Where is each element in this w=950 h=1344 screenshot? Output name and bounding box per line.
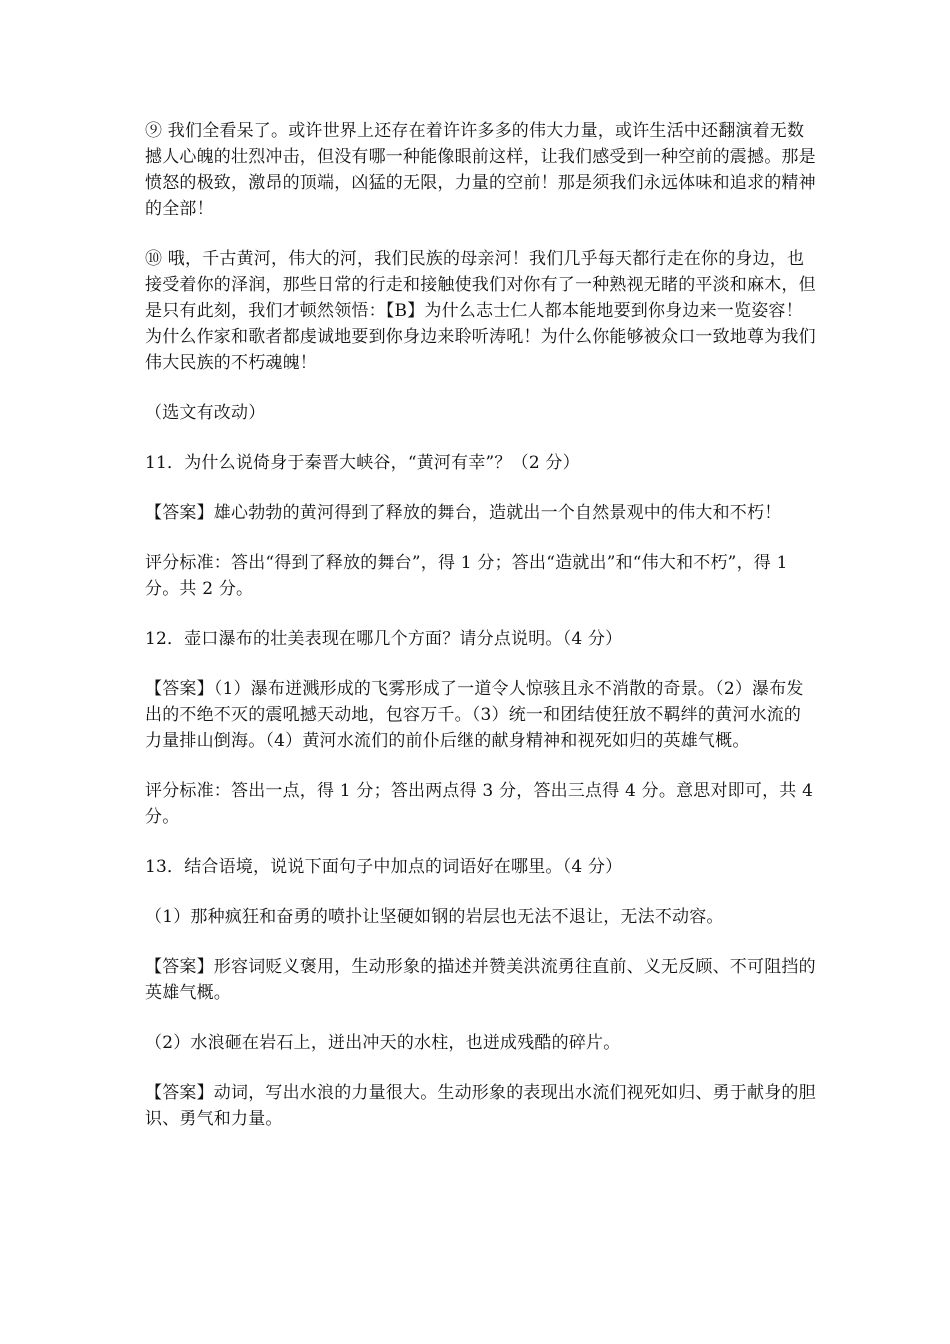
question-13-sentence-2: （2）水浪砸在岩石上，迸出冲天的水柱，也迸成残酷的碎片。 — [145, 1033, 621, 1053]
question-13-sentence-1: （1）那种疯狂和奋勇的喷扑让坚硬如钢的岩层也无法不退让，无法不动容。 — [145, 907, 724, 927]
paragraph-9: ⑨ 我们全看呆了。或许世界上还存在着许许多多的伟大力量，或许生活中还翻演着无数撼人心魄的壮烈冲击，但没有哪一种能像眼前这样，让我们感受到一种空前的震撼。那是愤怒的极致，激昂的顶端，凶猛的无限，力量的空前！那是须我们永远体味和追求的精神的全部！ — [145, 121, 816, 219]
scoring-12: 评分标准：答出一点，得 1 分；答出两点得 3 分，答出三点得 4 分。意思对即可，共 4 分。 — [145, 781, 814, 827]
scoring-11: 评分标准：答出“得到了释放的舞台”，得 1 分；答出“造就出”和“伟大和不朽”，得 1 分。共 2 分。 — [145, 553, 788, 599]
question-11: 11．为什么说倚身于秦晋大峡谷，“黄河有幸”？（2 分） — [145, 453, 580, 473]
answer-13-1: 【答案】形容词贬义褒用，生动形象的描述并赞美洪流勇往直前、义无反顾、不可阻挡的英雄气概。 — [145, 957, 816, 1003]
document-page — [145, 118, 817, 1156]
source-note: （选文有改动） — [145, 403, 266, 423]
answer-11: 【答案】雄心勃勃的黄河得到了释放的舞台，造就出一个自然景观中的伟大和不朽！ — [145, 503, 782, 523]
question-13: 13．结合语境，说说下面句子中加点的词语好在哪里。（4 分） — [145, 857, 623, 877]
paragraph-10: ⑩ 哦，千古黄河，伟大的河，我们民族的母亲河！我们几乎每天都行走在你的身边，也接受着你的泽润，那些日常的行走和接触使我们对你有了一种熟视无睹的平淡和麻木，但是只有此刻，我们才顿然领悟：【B】为什么志士仁人都本能地要到你身边来一览姿容！为什么作家和歌者都虔诚地要到你身边来聆听涛吼！为什么你能够被众口一致地尊为我们伟大民族的不朽魂魄！ — [145, 249, 816, 373]
answer-12: 【答案】（1）瀑布迸溅形成的飞雾形成了一道令人惊骇且永不消散的奇景。（2）瀑布发出的不绝不灭的震吼撼天动地，包容万千。（3）统一和团结使狂放不羁绊的黄河水流的力量排山倒海。（4）黄河水流们的前仆后继的献身精神和视死如归的英雄气概。 — [145, 679, 804, 751]
question-12: 12．壶口瀑布的壮美表现在哪几个方面？请分点说明。（4 分） — [145, 629, 623, 649]
answer-13-2: 【答案】动词，写出水浪的力量很大。生动形象的表现出水流们视死如归、勇于献身的胆识、勇气和力量。 — [145, 1083, 816, 1129]
